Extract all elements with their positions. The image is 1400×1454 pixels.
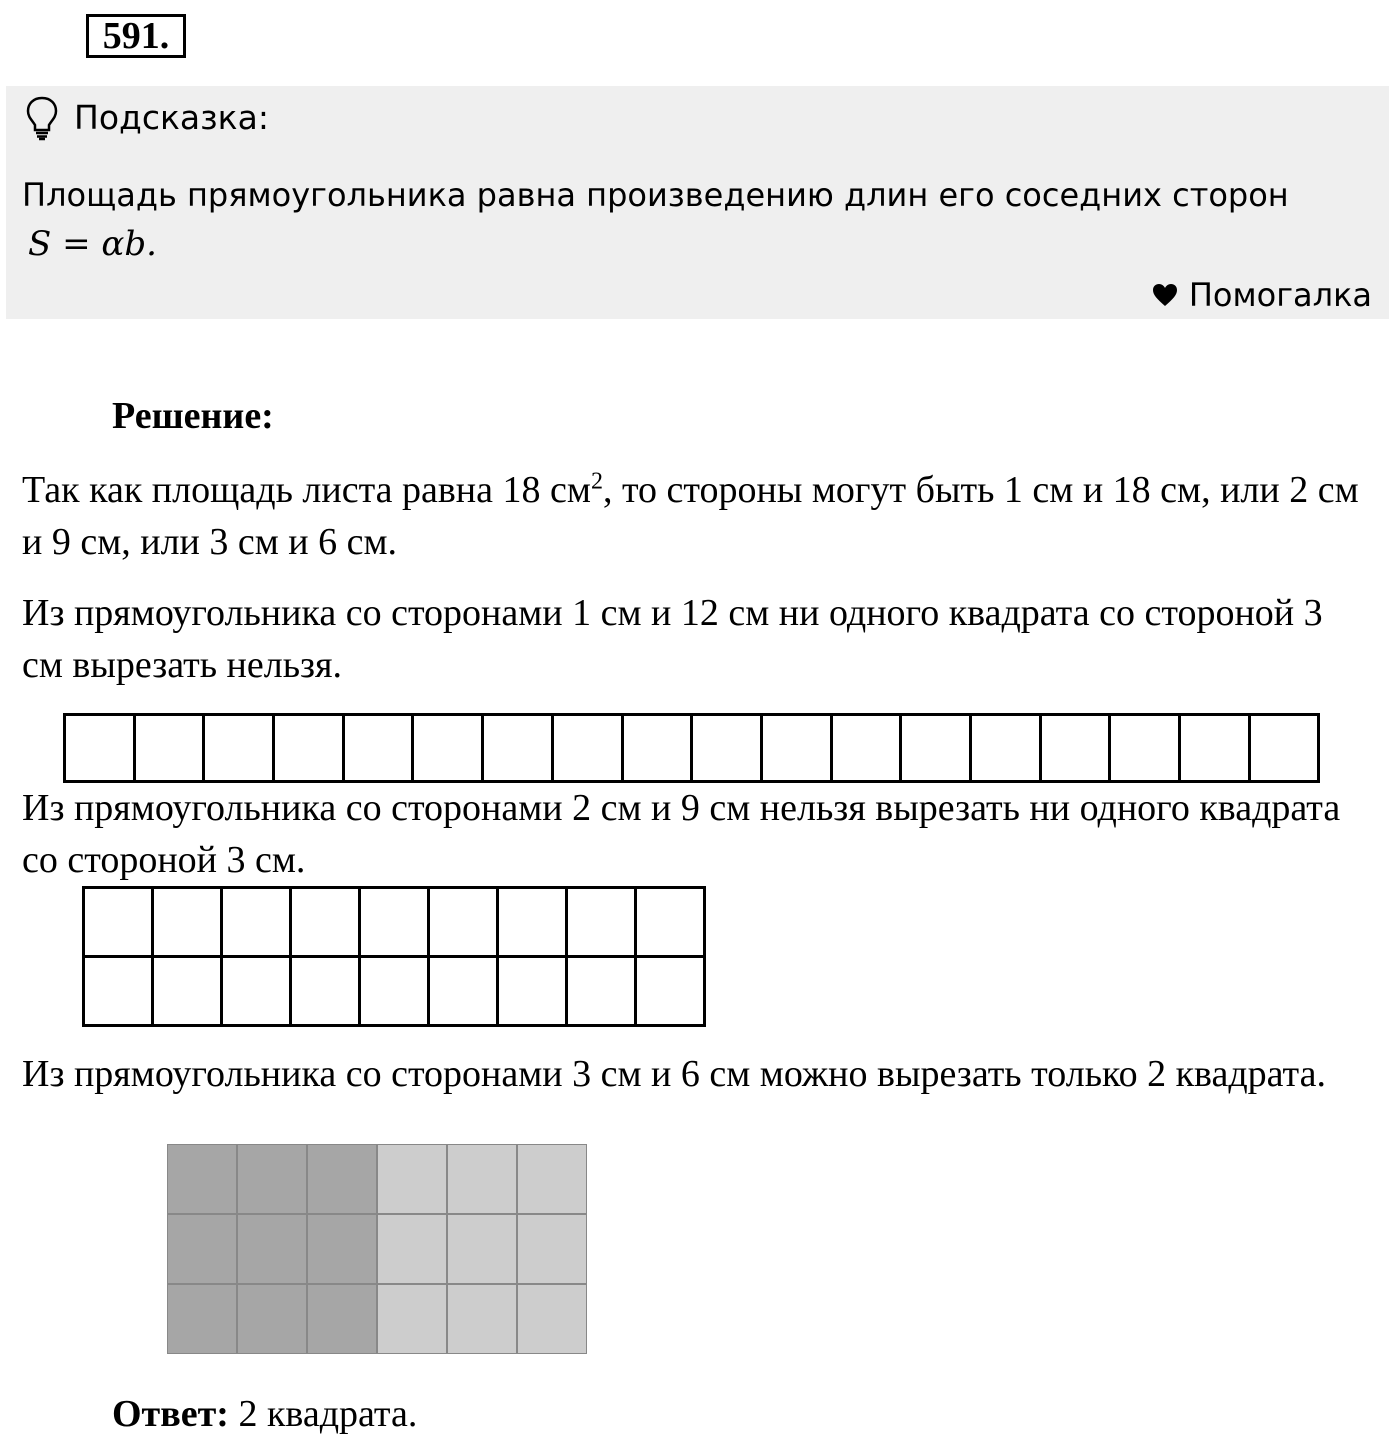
answer-label: Ответ: [112,1393,229,1435]
p1-text: Так как площадь листа равна 18 см [22,469,591,511]
grid-cell [517,1284,587,1354]
solution-paragraph-3: Из прямоугольника со сторонами 2 см и 9 см нельзя вырезать ни одного квадрата со стороной 3 см. [22,787,1341,881]
grid-cell [289,886,361,958]
grid-row [167,1284,587,1354]
solution-paragraph-2: Из прямоугольника со сторонами 1 см и 12 см ни одного квадрата со стороной 3 см вырезать нельзя. [22,592,1323,686]
grid-cell [517,1214,587,1284]
grid-cell [307,1284,377,1354]
grid-cell [830,713,903,783]
grid-2x9-figure [85,889,706,1027]
grid-row [167,1144,587,1214]
grid-cell [151,886,223,958]
lightbulb-icon [24,95,60,141]
grid-row [85,889,706,958]
grid-cell [496,886,568,958]
shaded-grid-3x6-figure [167,1144,587,1354]
grid-cell [220,955,292,1027]
grid-row [66,716,1320,783]
grid-cell [167,1144,237,1214]
grid-cell [565,886,637,958]
grid-cell [427,886,499,958]
p1-text-cont: , то стороны могут быть 1 см и 18 см, или 2 см и 9 см, или 3 см и 6 см. [22,469,1359,563]
grid-cell [82,955,154,1027]
grid-cell [481,713,554,783]
grid-cell [289,955,361,1027]
grid-cell [760,713,833,783]
answer-text: 2 квадрата. [228,1393,418,1435]
grid-cell [496,955,568,1027]
grid-cell [969,713,1042,783]
hint-text: Площадь прямоугольника равна произведению длин его соседних сторон [22,176,1289,214]
grid-cell [63,713,136,783]
grid-cell [237,1144,307,1214]
answer [112,1390,417,1438]
grid-cell [358,886,430,958]
heart-icon [1151,282,1179,308]
grid-cell [377,1144,447,1214]
grid-cell [1108,713,1181,783]
area-formula: S = αb. [28,224,157,264]
strip-1x18-figure [66,716,1320,783]
grid-cell [272,713,345,783]
grid-cell [551,713,624,783]
grid-cell [307,1214,377,1284]
brand-label [1151,274,1372,316]
grid-cell [307,1144,377,1214]
grid-cell [377,1284,447,1354]
grid-cell [447,1144,517,1214]
task-number: 591. [86,14,186,58]
brand-name: Помогалка [1188,276,1372,314]
grid-cell [133,713,206,783]
grid-cell [427,955,499,1027]
grid-cell [634,955,706,1027]
grid-cell [220,886,292,958]
grid-cell [342,713,415,783]
grid-row [167,1214,587,1284]
solution-paragraph-1 [22,464,1362,568]
grid-cell [1039,713,1112,783]
grid-cell [167,1284,237,1354]
grid-cell [411,713,484,783]
grid-cell [447,1214,517,1284]
grid-cell [621,713,694,783]
grid-cell [447,1284,517,1354]
grid-cell [377,1214,447,1284]
grid-cell [167,1214,237,1284]
grid-cell [237,1214,307,1284]
p1-superscript: 2 [590,468,603,495]
grid-row [85,958,706,1027]
grid-cell [634,886,706,958]
grid-cell [517,1144,587,1214]
grid-cell [202,713,275,783]
solution-heading: Решение: [112,395,274,437]
grid-cell [565,955,637,1027]
grid-cell [899,713,972,783]
solution-paragraph-4: Из прямоугольника со сторонами 3 см и 6 см можно вырезать только 2 квадрата. [22,1053,1326,1095]
grid-cell [358,955,430,1027]
grid-cell [1248,713,1321,783]
grid-cell [151,955,223,1027]
grid-cell [690,713,763,783]
grid-cell [82,886,154,958]
grid-cell [237,1284,307,1354]
grid-cell [1178,713,1251,783]
hint-title: Подсказка: [74,98,269,137]
